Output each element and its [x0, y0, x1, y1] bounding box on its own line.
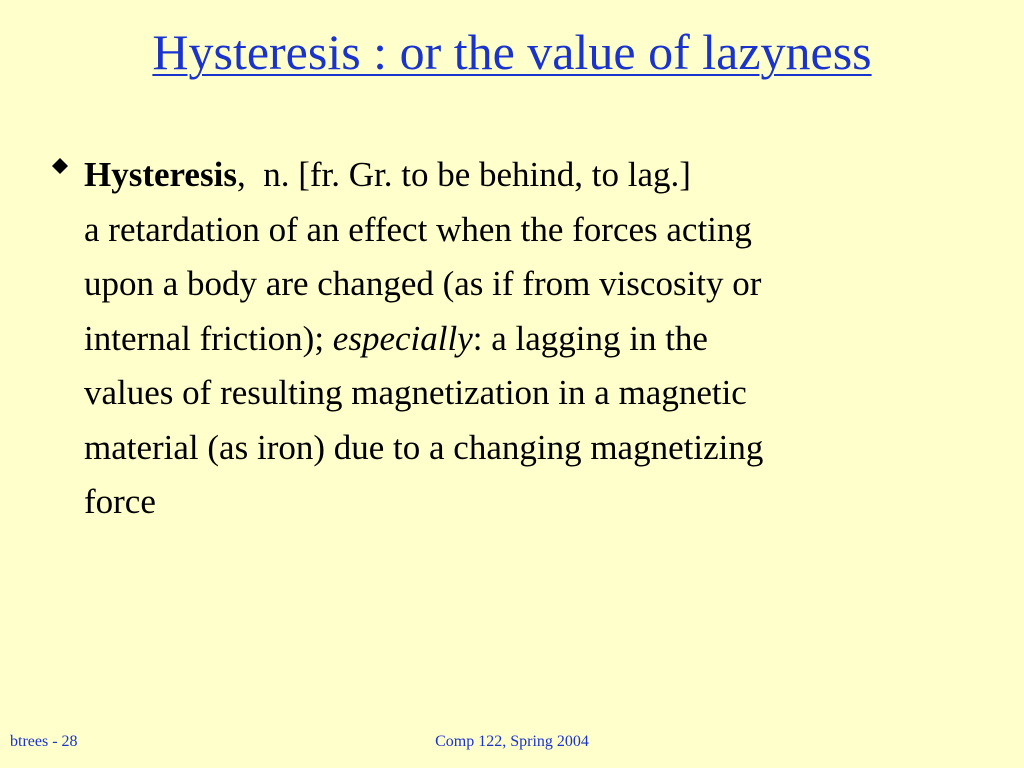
definition-line-6: material (as iron) due to a changing magnetizing: [84, 427, 764, 467]
emphasis-word: especially: [332, 318, 473, 358]
slide-title: Hysteresis : or the value of lazyness: [152, 24, 872, 80]
definition-line-4: [84, 312, 984, 367]
definition-term: Hysteresis: [84, 155, 237, 194]
definition-line-5: values of resulting magnetization in a magnetic: [84, 373, 747, 412]
definition-line-1: [84, 148, 984, 203]
diamond-bullet-icon: [50, 156, 70, 176]
definition-line-4-end: : a lagging in the: [472, 318, 708, 358]
definition-etymology: , n. [fr. Gr. to be behind, to lag.]: [236, 155, 691, 194]
definition-line-2: a retardation of an effect when the forces acting: [84, 209, 752, 249]
slide-number-footer: btrees - 28: [10, 733, 78, 750]
definition-line-7: force: [84, 482, 156, 521]
definition-text: [84, 148, 984, 530]
course-footer: Comp 122, Spring 2004: [435, 733, 589, 750]
definition-line-3: upon a body are changed (as if from viscosity or: [84, 264, 762, 303]
definition-line-4-start: internal friction);: [84, 318, 333, 358]
